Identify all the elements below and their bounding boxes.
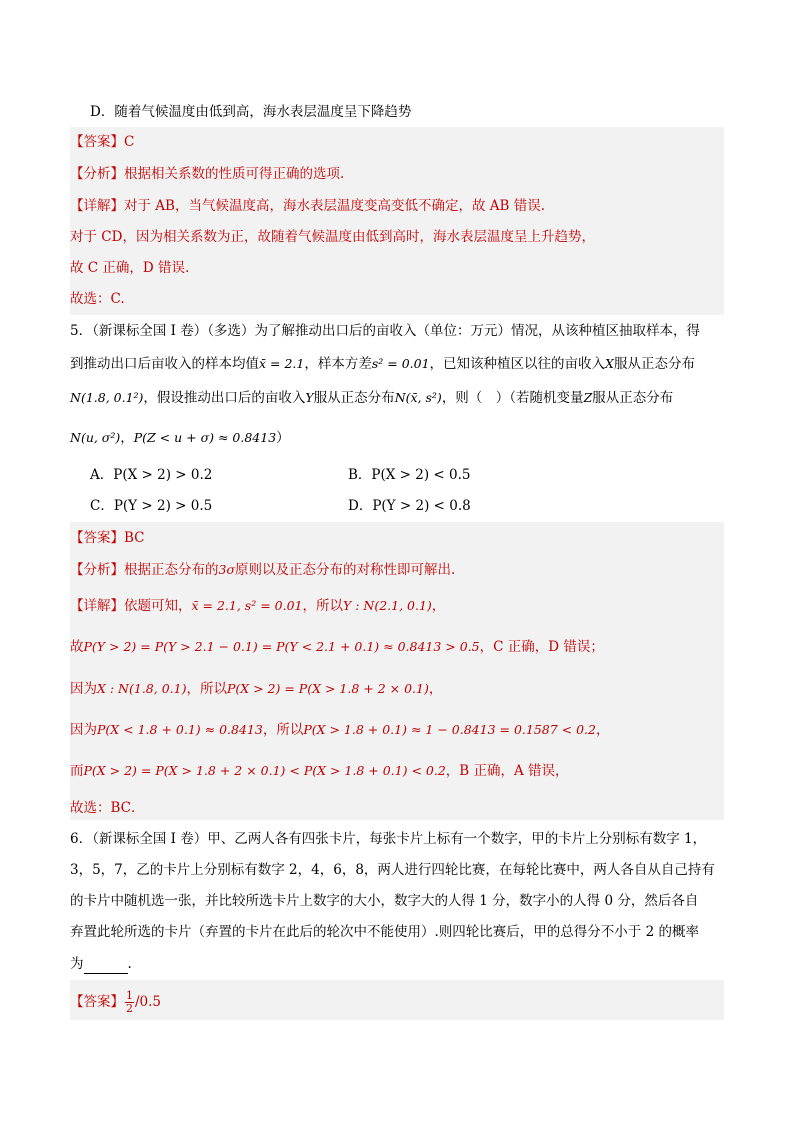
answer-fraction: $\frac{1}{2}$ <box>126 989 133 1015</box>
q5-option-d: D．P(Y > 2) < 0.8 <box>348 498 471 514</box>
q5-option-c: C．P(Y > 2) > 0.5 <box>90 498 213 514</box>
q5-option-a: A．P(X > 2) > 0.2 <box>90 467 213 483</box>
answer-blank <box>84 959 128 974</box>
q4-solution-box <box>70 127 724 315</box>
q6-stem-line-3: 的卡片中随机选一张，并比较所选卡片上数字的大小，数字大的人得 1 分，数字小的人得 0 分，然后各自 <box>70 893 699 909</box>
q5-stem-line-3: N(1.8, 0.1²)，假设推动出口后的亩收入Y服从正态分布N(x̄, s²)，则（ ）（若随机变量Z服从正态分布 <box>70 390 674 406</box>
q6-stem-line-5: 为 . <box>70 956 132 972</box>
q5-detail-2: 故P(Y > 2) = P(Y > 2.1 − 0.1) = P(Y < 2.1 + 0.1) ≈ 0.8413 > 0.5，C 正确，D 错误； <box>70 639 604 655</box>
q6-stem-line-1: 6．（新课标全国 I 卷）甲、乙两人各有四张卡片，每张卡片上标有一个数字，甲的卡片上分别标有数字 1， <box>70 831 707 847</box>
q5-detail-3: 因为X : N(1.8, 0.1)，所以P(X > 2) = P(X > 1.8 + 2 × 0.1)， <box>70 681 443 697</box>
q5-stem-line-1: 5．（新课标全国 I 卷）（多选）为了解推动出口后的亩收入（单位：万元）情况，从该种植区抽取样本，得 <box>70 323 701 339</box>
q5-analysis: 【分析】根据正态分布的3σ原则以及正态分布的对称性即可解出. <box>70 562 456 578</box>
q5-choose: 故选：BC． <box>70 800 145 816</box>
q5-stem-line-4: N(u, σ²)，P(Z < u + σ) ≈ 0.8413） <box>70 430 290 446</box>
q6-stem-line-4: 弃置此轮所选的卡片（弃置的卡片在此后的轮次中不能使用）.则四轮比赛后，甲的总得分不小于 2 的概率 <box>70 924 699 940</box>
prev-option-d: D．随着气候温度由低到高，海水表层温度呈下降趋势 <box>90 104 412 120</box>
q4-analysis: 【分析】根据相关系数的性质可得正确的选项. <box>70 166 345 182</box>
q4-detail: 【详解】对于 AB，当气候温度高，海水表层温度变高变低不确定，故 AB 错误. <box>70 198 546 214</box>
q4-answer: 【答案】C <box>70 134 135 150</box>
q5-detail-4: 因为P(X < 1.8 + 0.1) ≈ 0.8413，所以P(X > 1.8 + 0.1) ≈ 1 − 0.8413 = 0.1587 < 0.2， <box>70 722 610 738</box>
q5-detail-5: 而P(X > 2) = P(X > 1.8 + 2 × 0.1) < P(X > 1.8 + 0.1) < 0.2，B 正确，A 错误， <box>70 763 569 779</box>
q4-detail-2: 对于 CD，因为相关系数为正，故随着气候温度由低到高时，海水表层温度呈上升趋势， <box>70 229 595 245</box>
q4-detail-3: 故 C 正确，D 错误. <box>70 260 190 276</box>
q5-answer: 【答案】BC <box>70 530 145 546</box>
q5-option-b: B．P(X > 2) < 0.5 <box>348 467 471 483</box>
q6-stem-line-2: 3，5，7，乙的卡片上分别标有数字 2，4，6，8，两人进行四轮比赛，在每轮比赛中，两人各自从自己持有 <box>70 862 715 878</box>
q6-answer: 【答案】 $\frac{1}{2}$ /0.5 <box>70 989 162 1015</box>
q5-detail-1: 【详解】依题可知，x̄ = 2.1, s² = 0.01，所以Y : N(2.1, 0.1)， <box>70 598 446 614</box>
q4-choose: 故选：C. <box>70 291 125 307</box>
q5-stem-line-2: 到推动出口后亩收入的样本均值x̄ = 2.1，样本方差s² = 0.01，已知该种植区以往的亩收入X服从正态分布 <box>70 356 695 372</box>
